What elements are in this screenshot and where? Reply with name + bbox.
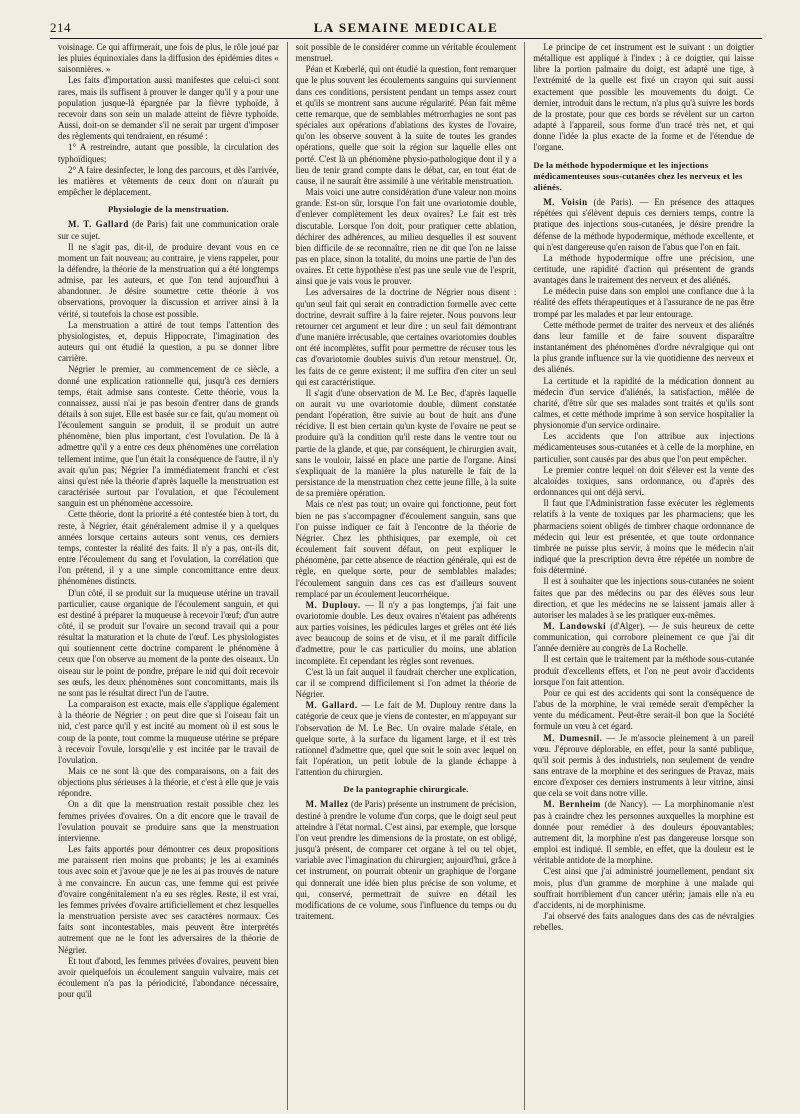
paragraph-speaker <box>533 621 754 654</box>
paragraph: Les adversaires de la doctrine de Négrier nous disent : qu'un seul fait qui serait en contradiction formelle avec cette doctrine, devrait suffire à la faire rejeter. Nous pouvons leur retourner cet argument et leur dire : un seul fait démontrant d'une manière irrécusable, que certaines ovariotomies doubles ont été incomplètes, suffit pour permettre de récuser tous les cas d'ovariotomie doubles suivis d'un retour menstruel. Or, les faits de ce genre existent; il me suffira d'en citer un seul qui est caractéristique. <box>295 287 517 387</box>
speaker-name: M. Bernheim <box>543 799 601 810</box>
paragraph: C'est ainsi que j'ai administré journellement, pendant six mois, plus d'un gramme de morphine à une malade qui souffrait horriblement d'un cancer utérin; jamais elle n'a eu d'accidents, ni de morphinisme. <box>533 866 755 910</box>
paragraph: Les faits apportés pour démontrer ces deux propositions me paraissent rien moins que probants; je les ai examinés tous avec soin et j'avoue que je ne les ai pas trouvés de nature à me convaincre. En aucun cas, une femme qui est privée d'ovaire congénitalement n'a eu ses règles. Reste, il est vrai, les femmes privées d'ovaire artificiellement et chez lesquelles la menstruation persiste avec ses caractères normaux. Ces faits sont incontestables, mais peuvent être interprétés autrement que ne le font les adversaires de la théorie de Négrier. <box>58 844 279 955</box>
paragraph: Mais ce n'est pas tout; un ovaire qui fonctionne, peut fort bien ne pas s'accompagner d'écoulement sanguin, sans que l'on puisse indiquer ce fait à l'encontre de la théorie de Négrier. Chez les phthisiques, par exemple, où cet écoulement fait souvent défaut, on peut expliquer le phénomène, par cette absence de réaction générale, qui est de règle, en quelque sorte, pour de semblables malades; l'écoulement sanguin dans ces cas est d'ailleurs souvent remplacé par un écoulement leucorrhéique. <box>295 499 517 599</box>
paragraph-text: — Il n'y a pas longtemps, j'ai fait une ovariotomie double. Les deux ovaires n'étaient pas adhérents aux parties voisines, les pédicules larges et grêles ont été liés avec beaucoup de soins et de visu, et il me paraît difficile d'admettre, pour le cas particulier du moins, une ablation incomplète. Et cependant les règles sont revenues. <box>295 599 517 666</box>
paragraph: La méthode hypodermique offre une précision, une certitude, une rapidité d'action qui présentent de grands avantages dans le traitement des nerveux et des aliénés. <box>533 252 755 286</box>
paragraph: Négrier le premier, au commencement de ce siècle, a donné une explication rationnelle qui, jusqu'à ces derniers temps, était admise sans conteste. Cette théorie, vous la connaissez, aussi n'ai je pas besoin d'entrer dans de grands détails à son sujet. Elle est basée sur ce fait, qu'au moment où l'écoulement sanguin se produit, il se produit un autre phénomène, bien plus important, c'est l'ovulation. De là à admettre qu'il y a entre ces deux phénomènes une corrélation tellement intime, que l'un était la conséquence de l'autre, il n'y avait qu'un pas; Négrier l'a immédiatement franchi et c'est ainsi qu'est née la théorie d'après laquelle la menstruation est caractérisée surtout par l'ovulation, et que l'écoulement sanguin est un phénomène accessoire. <box>58 364 279 509</box>
paragraph-text: (de Nancy). — La morphinomanie n'est pas à craindre chez les personnes auxquelles la morphine est donnée pour remédier à des douleurs épouvantables; autrement dit, la morphine n'est pas dangereuse lorsque son emploi est indiqué. Il semble, en effet, que la douleur est le véritable antidote de la morphine. <box>533 799 755 866</box>
paragraph-speaker <box>533 799 754 866</box>
paragraph: Le premier contre lequel on doit s'élever est la vente des alcaloïdes toxiques, sans ordonnance, ou d'après des ordonnances qui ont déjà servi. <box>533 464 755 498</box>
paragraph: La comparaison est exacte, mais elle s'applique également à la théorie de Négrier : on peut dire que si l'oiseau fait un nid, c'est parce qu'il y est incité au moment où il est sous le coup de la ponte, tout comme la muqueuse utérine se prépare à recevoir l'ovule, lorsqu'elle y est incitée par le travail de l'ovulation. <box>58 699 279 765</box>
paragraph: J'ai observé des faits analogues dans des cas de névralgies rebelles. <box>533 911 755 933</box>
paragraph: voisinage. Ce qui affirmerait, une fois de plus, le rôle joué par les pluies équinoxiales dans la diffusion des épidémies dites « saisonnières. » <box>58 42 279 75</box>
paragraph: Mais ce ne sont là que des comparaisons, on a fait des objections plus sérieuses à la théorie, et c'est à elle que je vais répondre. <box>58 766 279 799</box>
paragraph: Il est certain que le traitement par la méthode sous-cutanée produit d'excellents effets, et l'on ne peut avoir d'accidents lorsque l'on fait attention. <box>533 654 755 687</box>
paragraph-speaker <box>296 799 517 922</box>
section-heading: De la pantographie chirurgicale. <box>343 784 469 795</box>
paragraph: On a dit que la menstruation restait possible chez les femmes privées d'ovaires. On a dit encore que le travail de l'ovulation pouvait se produire sans que la menstruation intervienne. <box>58 799 279 843</box>
paragraph: 1° A restreindre, autant que possible, la circulation des typhoïdiques; <box>58 142 279 164</box>
paragraph: Le médecin puise dans son emploi une confiance due à la réalité des effets thérapeutiques et à l'assurance de ne pas être trompé par les malades et par leur entourage. <box>533 286 755 319</box>
speaker-name: M. Landowski <box>543 620 607 631</box>
journal-title: LA SEMAINE MEDICALE <box>313 20 499 35</box>
paragraph-text: (d'Alger). — Je suis heureux de cette communication, qui corrobore pleinement ce que j'ai dit l'année dernière au congrès de La Rochelle. <box>533 620 755 654</box>
column-middle <box>287 42 525 1110</box>
paragraph-text: — Je m'associe pleinement à un pareil vœu. J'éprouve déplorable, en effet, pour la santé publique, qu'il soit permis à des industriels, non seulement de vendre sans entrave de la morphine et des seringues de Pravaz, mais encore d'exposer ces derniers instruments à leur vitrine, ainsi que cela se voit dans notre ville. <box>533 732 755 799</box>
paragraph: Cette méthode permet de traiter des nerveux et des aliénés dans leur famille et de faire souvent disparaître instantanément des phénomènes d'ordre névralgique qui ont la plus grande influence sur la vie quotidienne des nerveux et des aliénés. <box>533 319 755 375</box>
paragraph: Il ne s'agit pas, dit-il, de produire devant vous en ce moment un fait nouveau; au contraire, je viens rappeler, pour la défendre, la théorie de la menstruation qui a été longtemps admise, par les auteurs, et que l'on tend aujourd'hui à abandonner. Je désire soumettre cette théorie à vos observations, provoquer la discussion et arriver ainsi à la vérité, si toutefois la chose est possible. <box>58 241 279 319</box>
page-header <box>50 14 762 36</box>
paragraph: Pour ce qui est des accidents qui sont la conséquence de l'abus de la morphine, le vrai remède serait d'empêcher la vente du médicament. Peut-être serait-il bon que la Société formule un vœu à cet égard. <box>533 687 755 732</box>
paragraph: C'est là un fait auquel il faudrait chercher une explication, car il se comprend difficilement si l'on admet la théorie de Négrier. <box>295 666 517 700</box>
paragraph: Il s'agit d'une observation de M. Le Bec, d'après laquelle on aurait vu une ovariotomie double, dûment constatée pendant l'opération, être suivie au bout de huit ans d'une récidive. Il est bien certain qu'un kyste de l'ovaire ne peut se produire qu'à la condition qu'il reste dans le ventre tout ou partie de la glande, et que, par conséquent, le chirurgien avait, sans le vouloir, laissé en place une partie de l'organe. Ainsi s'expliquait de la manière la plus naturelle le fait de la persistance de la menstruation chez cette jeune fille, à la suite de sa première opération. <box>295 387 517 499</box>
speaker-name: M. Voisin <box>543 197 588 208</box>
paragraph: D'un côté, il se produit sur la muqueuse utérine un travail particulier, cause organique de l'écoulement sanguin, et qui est destiné à préparer la muqueuse à recevoir l'œuf; d'un autre côté, il se produit sur l'ovaire un second travail qui a pour résultat la maturation et la chute de l'œuf. Les physiologistes qui soutiennent cette doctrine comparent le phénomène à ceux que l'on observe au moment de la ponte des oiseaux. Un oiseau sur le point de pondre, prépare le nid qui doit recevoir ses œufs, les deux phénomènes sont concomittants, mais ils ne sont pas le résultat direct l'un de l'autre. <box>58 587 279 698</box>
paragraph: Et tout d'abord, les femmes privées d'ovaires, peuvent bien avoir quelquefois un écoulement sanguin vulvaire, mais cet écoulement n'a pas la périodicité, l'abondance nécessaire, pour qu'il <box>58 955 279 1000</box>
paragraph: soit possible de le considérer comme un véritable écoulement menstruel. <box>295 42 517 64</box>
paragraph-speaker <box>296 600 517 667</box>
paragraph-speaker <box>533 733 754 800</box>
paragraph: Il faut que l'Administration fasse exécuter les règlements relatifs à la vente de toxiques par les pharmaciens; que les pharmaciens soient obligés de timbrer chaque ordonnance de médecin qui leur est présentée, et que toute ordonnance timbrée ne puisse plus servir, à moins que le médecin n'ait indiqué que la prescription devra être répétée un nombre de fois déterminé. <box>533 498 755 576</box>
speaker-name: M. Dumesnil. <box>543 732 603 743</box>
page-number: 214 <box>50 20 71 35</box>
paragraph-speaker <box>533 197 754 253</box>
paragraph-text: (de Paris) présente un instrument de précision, destiné à prendre le volume d'un corps, que le doigt seul peut atteindre à l'état normal. C'est ainsi, par exemple, que lorsque l'on veut prendre les dimensions de la prostate, on est obligé, jusqu'à présent, de comparer cet organe à tel ou tel objet, variable avec l'imagination du chirurgien; aujourd'hui, grâce à cet instrument, on pourrait obtenir un graphique de l'organe qui donnerait une idée bien plus précise de son volume, et qui, conservé, permettrait de suivre en détail les modifications de ce volume, sous l'influence du temps ou du traitement. <box>295 799 517 922</box>
column-left <box>50 42 287 1110</box>
paragraph-speaker <box>296 700 517 778</box>
paragraph: Les faits d'importation aussi manifestes que celui-ci sont rares, mais ils suffisent à prouver le danger qu'il y a pour une population jusque-là épargnée par la fièvre typhoïde, à recevoir dans son sein un malade atteint de fièvre typhoïde. Aussi, doit-on se demander s'il ne serait par urgent d'imposer des règlements qui tendraient, en résumé : <box>58 75 279 142</box>
paragraph: La menstruation a attiré de tout temps l'attention des physiologistes, et, depuis Hippocrate, l'imagination des auteurs qui ont étudié la question, a pu se donner libre carrière. <box>58 319 279 364</box>
speaker-name: M. Duplouy. <box>305 599 361 610</box>
paragraph: Les accidents que l'on attribue aux injections médicamenteuses sous-cutanées et à celle de la morphine, en particulier, sont causés par des abus que l'on peut empêcher. <box>533 431 755 464</box>
paragraph: Il est à souhaiter que les injections sous-cutanées ne soient faites que par des médecins ou par des élèves sous leur direction, et que les médecins ne se laissent jamais aller à autoriser les malades à se les pratiquer eux-mêmes. <box>533 576 755 620</box>
paragraph: 2° A faire desinfecter, le long des parcours, et dès l'arrivée, les matières et vêtements de ceux dont on n'aurait pu empêcher le déplacement. <box>58 164 279 198</box>
paragraph: Péan et Kœberlé, qui ont étudié la question, font remarquer que le plus souvent les écoulements sanguins qui surviennent dans ces conditions, persistent pendant un temps assez court et qu'ils se montrent sans aucune régularité. Péan fait même cette remarque, que de semblables métrorrhagies ne sont pas spéciales aux opérations d'ablations des kystes de l'ovaire, qu'on les observe souvent à la suite de toutes les grandes opérations, quelle que soit la région sur laquelle elles ont porté. C'est là un phénomène physio-pathologique dont il y a lieu de tenir grand compte dans le débat, car, en tout état de cause, il ne saurait être assimilé à une véritable menstruation. <box>295 64 517 186</box>
paragraph: Mais voici une autre considération d'une valeur non moins grande. Est-on sûr, lorsque l'on fait une ovariotomie double, d'enlever complètement les deux ovaires? Le fait est très discutable. Lorsque l'on doit, pour pratiquer cette ablation, déchirer des adhérences, au milieu desquelles il est souvent bien difficile de se reconnaître, rien ne dit que l'on ne laisse pas en place, sinon la totalité, du moins une partie de l'un des ovaires. Et cette hypothèse n'est pas une seule vue de l'esprit, ainsi que je vais vous le prouver. <box>295 187 517 287</box>
header-rule <box>50 38 762 39</box>
section-heading: De la méthode hypodermique et les injections médicamenteuses sous-cutanées chez les nerveux et les aliénés. <box>533 159 743 192</box>
paragraph-text: (de Paris) fait une communication orale sur ce sujet. <box>58 219 279 241</box>
paragraph-text: — Le fait de M. Duplouy rentre dans la catégorie de ceux que je viens de contester, en m'appuyant sur l'observation de M. Le Bec. Un ovaire malade s'étale, en quelque sorte, à la surface du ligament large, et il est très rationnel d'admettre que, quel que soit le soin avec lequel on fait l'opération, un petit lobule de la glande échappe à l'attention du chirurgien. <box>295 700 517 778</box>
paragraph-text: (de Paris). — En présence des attaques répétées qui s'élèvent depuis ces derniers temps, contre la pratique des injections sous-cutanées, je désire prendre la défense de la méthode hypodermique, méthode excellente, et qui n'est dangereuse qu'en raison de l'abus que l'on en fait. <box>533 197 755 252</box>
paragraph: Le principe de cet instrument est le suivant : un doigtier métallique est appliqué à l'index ; à ce doigtier, qui laisse libre la portion palmaire du doigt, est adapté une tige, à l'extrémité de la quelle est fixé un crayon qui suit aussi exactement que possible les mouvements du doigt. Ce dernier, introduit dans le rectum, n'a plus qu'à suivre les bords de la prostate, pour que ces bords se révèlent sur un carton adapté à l'appareil, sous forme d'un tracé très net, et qui donne l'idée la plus exacte de la forme et de l'étendue de l'organe. <box>533 42 755 153</box>
column-right <box>524 42 762 1110</box>
paragraph: Cette théorie, dont la priorité a été contestée bien à tort, du reste, à Négrier, était généralement admise il y a quelques années lorsque certains auteurs sont venus, ces derniers temps, contester la réalité des faits. Il n'y a pas, ont-ils dit, entre l'écoulement du sang et l'ovulation, la corrélation que l'on prétend, il y a une simple concomittance entre deux phénomènes distincts. <box>58 509 279 587</box>
speaker-name: M. Mallez <box>305 799 349 810</box>
speaker-name: M. Gallard. <box>305 700 358 711</box>
text-columns <box>50 42 762 1110</box>
paragraph-speaker <box>58 219 279 241</box>
paragraph: La certitude et la rapidité de la médication donnent au médecin d'un service d'aliénés, la satisfaction, mêlée de charité, d'être sûr que ses malades sont traités et qu'ils sont calmes, et cette méthode imprime à son service hospitalier la physionomie d'un service ordinaire. <box>533 375 755 431</box>
speaker-name: M. T. Gallard <box>68 219 129 230</box>
section-heading: Physiologie de la menstruation. <box>107 204 229 215</box>
